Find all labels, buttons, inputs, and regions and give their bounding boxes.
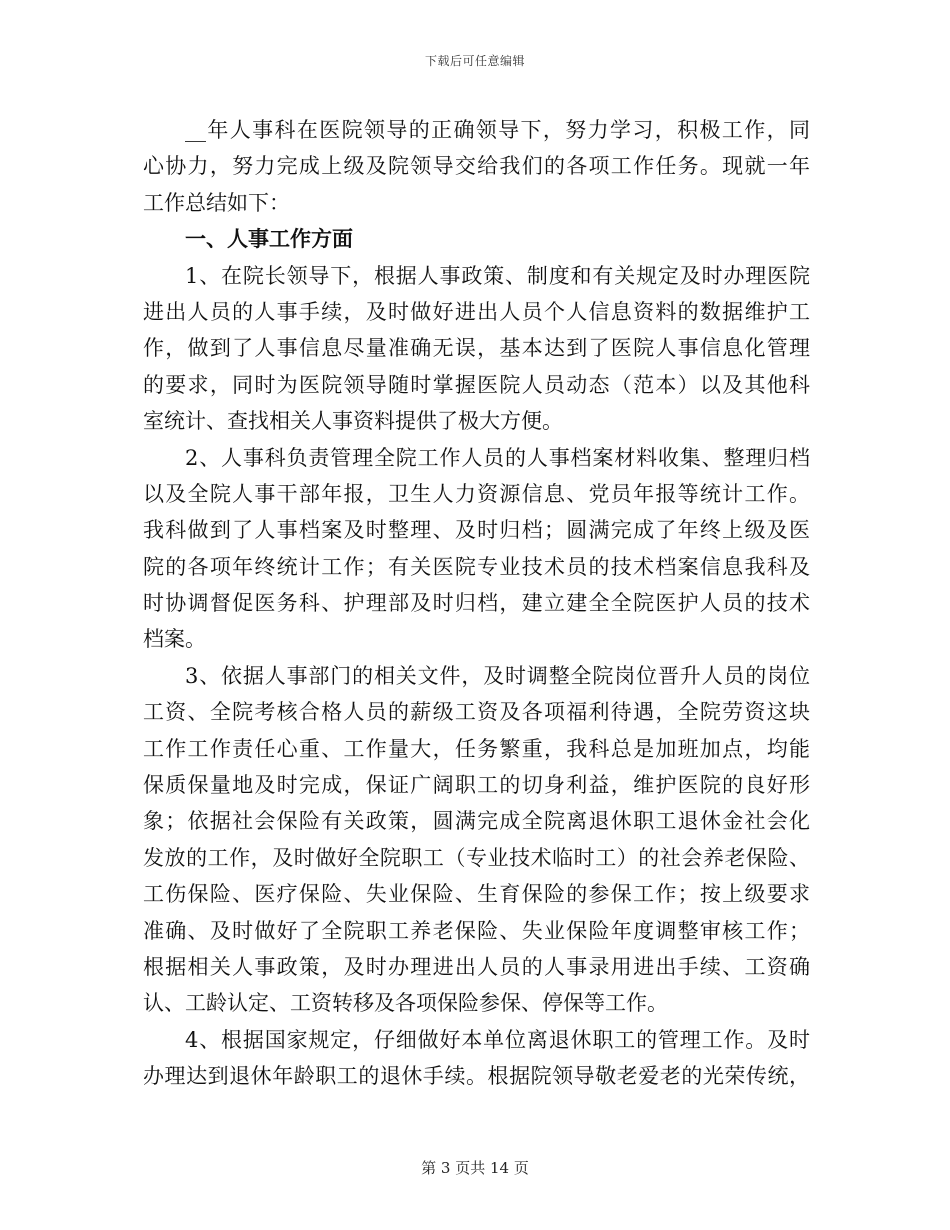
body-line: 发放的工作，及时做好全院职工（专业技术临时工）的社会养老保险、 bbox=[143, 845, 810, 870]
body-line: 以及全院人事干部年报，卫生人力资源信息、党员年报等统计工作。 bbox=[143, 481, 810, 506]
body-line: 工作总结如下： bbox=[143, 190, 290, 215]
body-line: 院的各项年终统计工作；有关医院专业技术员的技术档案信息我科及 bbox=[143, 554, 810, 579]
body-line: 我科做到了人事档案及时整理、及时归档；圆满完成了年终上级及医 bbox=[143, 518, 810, 543]
body-line: 1、在院长领导下，根据人事政策、制度和有关规定及时办理医院 bbox=[185, 263, 810, 288]
body-line: 作，做到了人事信息尽量准确无误，基本达到了医院人事信息化管理 bbox=[143, 336, 810, 361]
body-line: 室统计、查找相关人事资料提供了极大方便。 bbox=[143, 409, 563, 434]
body-line: 保质保量地及时完成，保证广阔职工的切身利益，维护医院的良好形 bbox=[143, 773, 810, 798]
body-line: 2、人事科负责管理全院工作人员的人事档案材料收集、整理归档 bbox=[185, 445, 810, 470]
body-line: 档案。 bbox=[143, 627, 206, 652]
body-line: 根据相关人事政策，及时办理进出人员的人事录用进出手续、工资确 bbox=[143, 954, 810, 979]
body-line: 工作工作责任心重、工作量大，任务繁重，我科总是加班加点，均能 bbox=[143, 736, 810, 761]
body-line: 工伤保险、医疗保险、失业保险、生育保险的参保工作；按上级要求 bbox=[143, 882, 810, 907]
body-line: 工资、全院考核合格人员的薪级工资及各项福利待遇，全院劳资这块 bbox=[143, 700, 810, 725]
body-line: 象；依据社会保险有关政策，圆满完成全院离退休职工退休金社会化 bbox=[143, 809, 810, 834]
section-heading: 一、人事工作方面 bbox=[185, 227, 353, 252]
document-body bbox=[143, 112, 810, 1095]
body-line: 准确、及时做好了全院职工养老保险、失业保险年度调整审核工作； bbox=[143, 918, 810, 943]
body-line: 3、依据人事部门的相关文件，及时调整全院岗位晋升人员的岗位 bbox=[185, 663, 810, 688]
body-line: 的要求，同时为医院领导随时掌握医院人员动态（范本）以及其他科 bbox=[143, 372, 810, 397]
page-header: 下载后可任意编辑 bbox=[424, 54, 525, 68]
body-line: 心协力，努力完成上级及院领导交给我们的各项工作任务。现就一年 bbox=[143, 154, 810, 179]
body-line: 时协调督促医务科、护理部及时归档，建立建全全院医护人员的技术 bbox=[143, 591, 810, 616]
body-line: 办理达到退休年龄职工的退休手续。根据院领导敬老爱老的光荣传统， bbox=[143, 1064, 810, 1089]
page-footer: 第 3 页共 14 页 bbox=[421, 1159, 529, 1177]
body-line: 认、工龄认定、工资转移及各项保险参保、停保等工作。 bbox=[143, 991, 668, 1016]
body-line: 进出人员的人事手续，及时做好进出人员个人信息资料的数据维护工 bbox=[143, 299, 810, 324]
body-line: __年人事科在医院领导的正确领导下，努力学习，积极工作，同 bbox=[185, 118, 810, 142]
body-line: 4、根据国家规定，仔细做好本单位离退休职工的管理工作。及时 bbox=[185, 1027, 810, 1052]
